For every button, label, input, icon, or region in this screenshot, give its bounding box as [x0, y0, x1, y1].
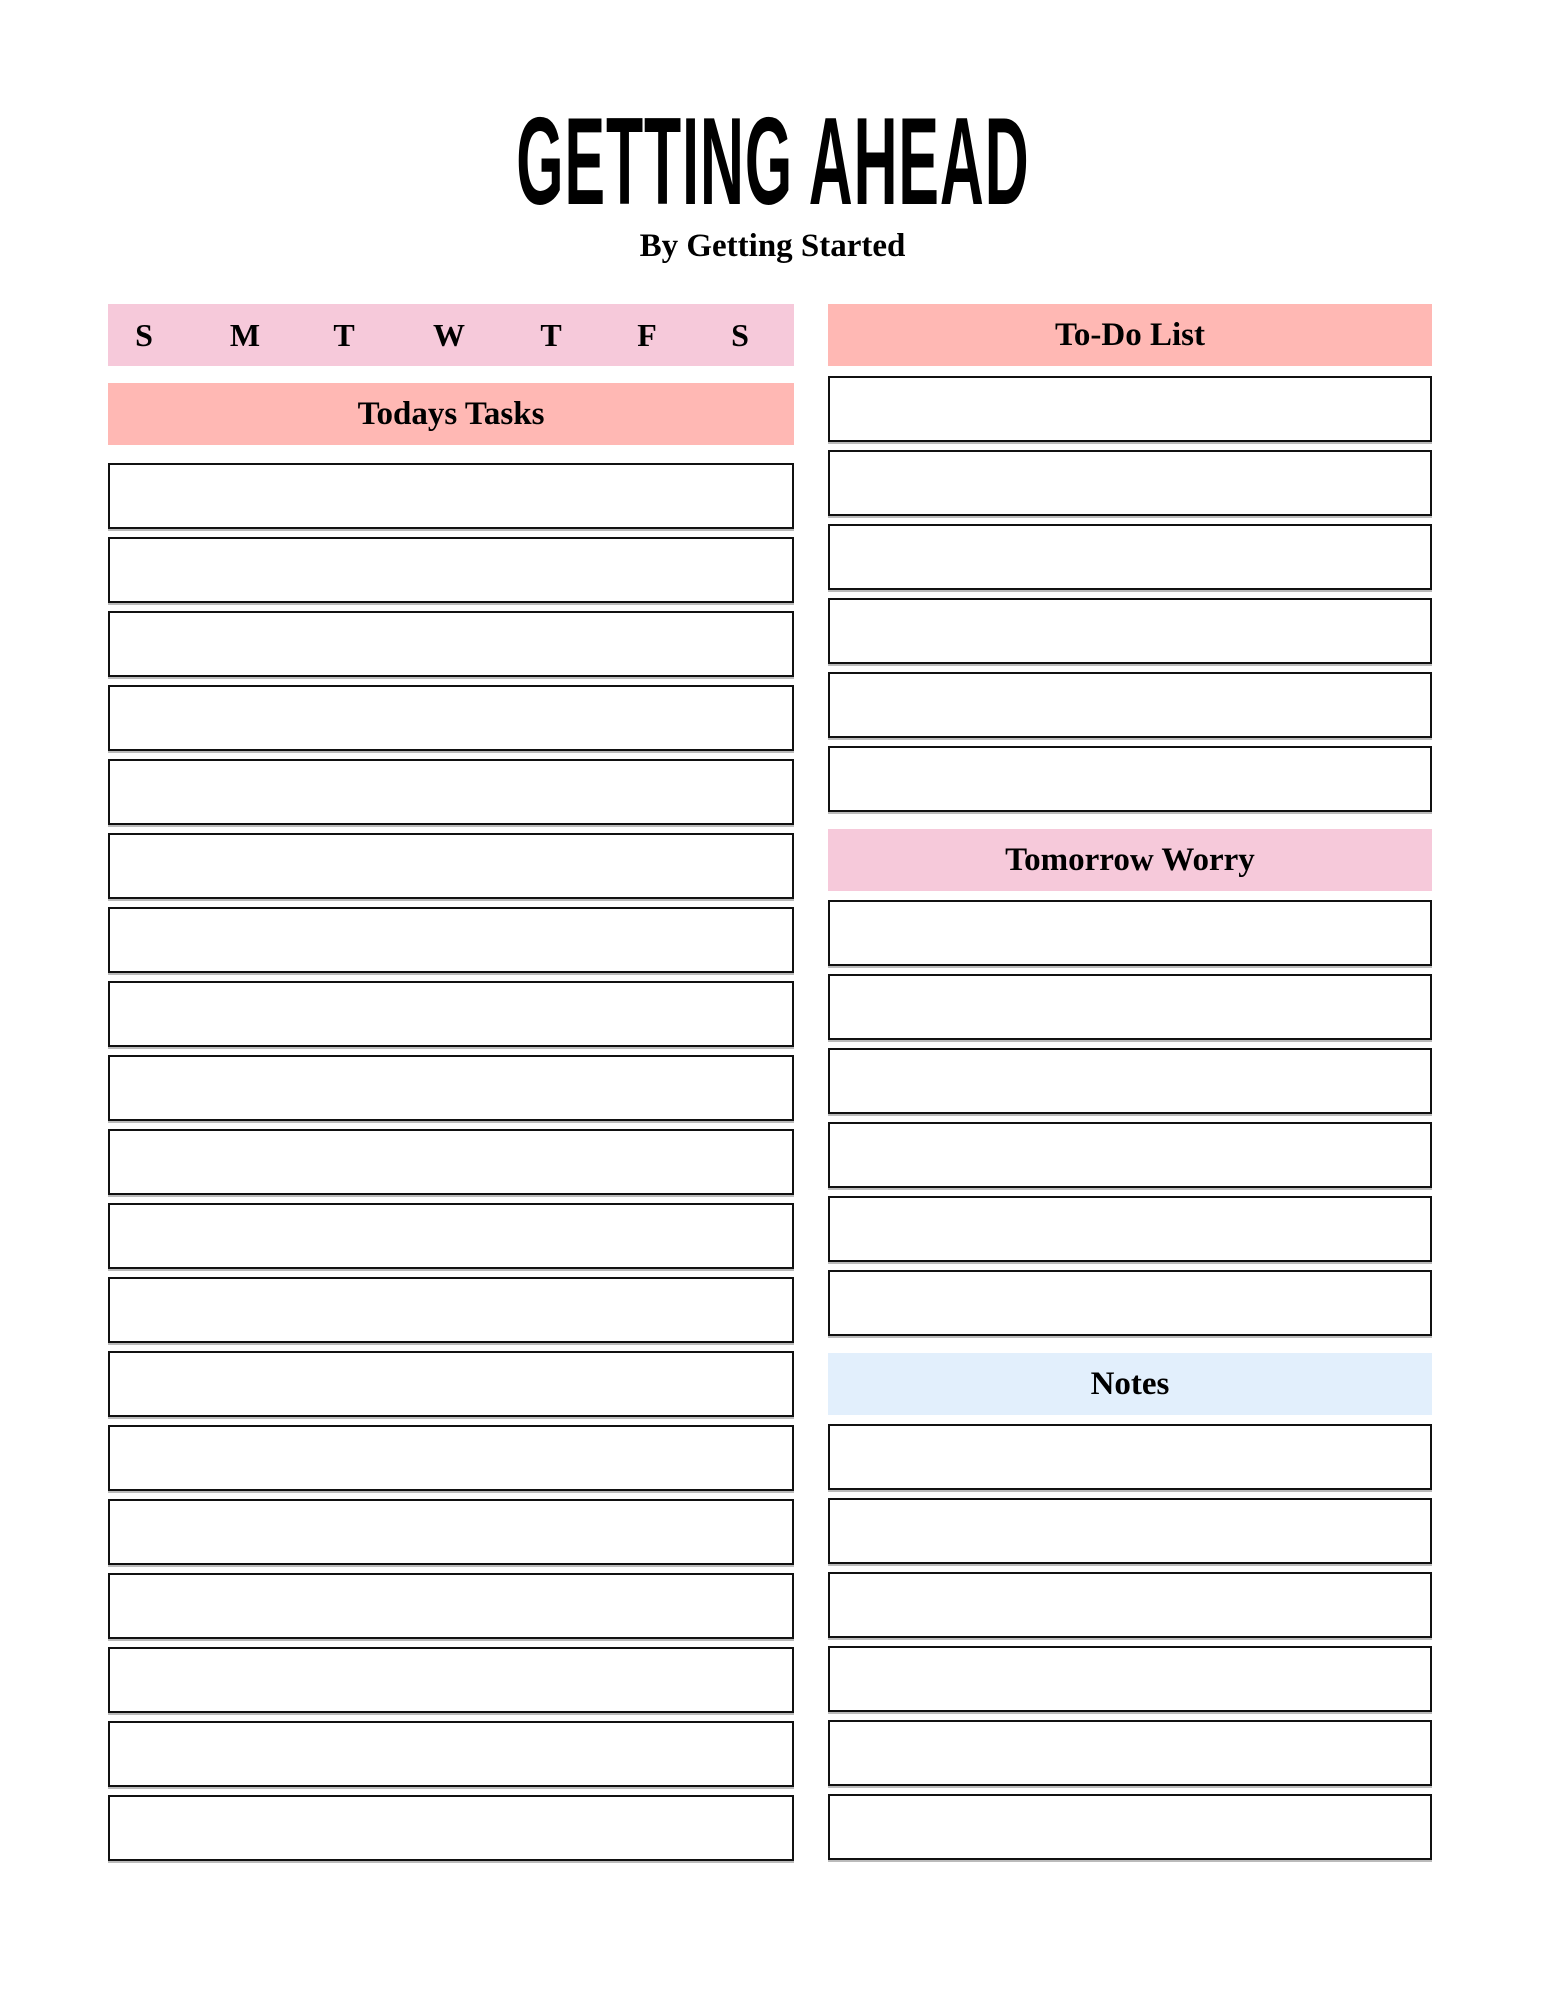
- todays-tasks-header: Todays Tasks: [108, 383, 794, 445]
- worry-entry-box[interactable]: [828, 1270, 1432, 1336]
- worry-entry-box[interactable]: [828, 974, 1432, 1040]
- task-entry-box[interactable]: [108, 1425, 794, 1491]
- task-entry-box[interactable]: [108, 833, 794, 899]
- task-entry-box[interactable]: [108, 611, 794, 677]
- page-subtitle: By Getting Started: [639, 228, 906, 264]
- task-entry-box[interactable]: [108, 1573, 794, 1639]
- note-entry-box[interactable]: [828, 1498, 1432, 1564]
- todo-entry-box[interactable]: [828, 376, 1432, 442]
- todo-entry-box[interactable]: [828, 746, 1432, 812]
- note-entry-box[interactable]: [828, 1794, 1432, 1860]
- task-entry-box[interactable]: [108, 685, 794, 751]
- todo-entry-box[interactable]: [828, 524, 1432, 590]
- tomorrow-worry-header: Tomorrow Worry: [828, 829, 1432, 891]
- day-wednesday[interactable]: W: [433, 317, 465, 353]
- day-saturday[interactable]: S: [731, 317, 749, 353]
- todo-entry-box[interactable]: [828, 598, 1432, 664]
- todo-entry-box[interactable]: [828, 672, 1432, 738]
- task-entry-box[interactable]: [108, 1055, 794, 1121]
- day-tuesday[interactable]: T: [333, 317, 355, 353]
- note-entry-box[interactable]: [828, 1720, 1432, 1786]
- worry-entry-box[interactable]: [828, 1048, 1432, 1114]
- day-monday[interactable]: M: [229, 317, 261, 353]
- task-entry-box[interactable]: [108, 1351, 794, 1417]
- worry-entry-box[interactable]: [828, 1122, 1432, 1188]
- title-wrap: [0, 93, 1545, 231]
- worry-entry-box[interactable]: [828, 1196, 1432, 1262]
- note-entry-box[interactable]: [828, 1646, 1432, 1712]
- task-entry-box[interactable]: [108, 981, 794, 1047]
- notes-header: Notes: [828, 1353, 1432, 1415]
- page-title: GETTING AHEAD: [515, 93, 1030, 231]
- task-entry-box[interactable]: [108, 759, 794, 825]
- day-thursday[interactable]: T: [540, 317, 562, 353]
- task-entry-box[interactable]: [108, 463, 794, 529]
- day-sunday[interactable]: S: [135, 317, 153, 353]
- task-entry-box[interactable]: [108, 537, 794, 603]
- task-entry-box[interactable]: [108, 907, 794, 973]
- todo-list-header: To-Do List: [828, 304, 1432, 366]
- task-entry-box[interactable]: [108, 1277, 794, 1343]
- todo-entry-box[interactable]: [828, 450, 1432, 516]
- note-entry-box[interactable]: [828, 1424, 1432, 1490]
- task-entry-box[interactable]: [108, 1721, 794, 1787]
- task-entry-box[interactable]: [108, 1129, 794, 1195]
- note-entry-box[interactable]: [828, 1572, 1432, 1638]
- weekday-bar: [108, 304, 794, 366]
- task-entry-box[interactable]: [108, 1647, 794, 1713]
- day-friday[interactable]: F: [637, 317, 657, 353]
- task-entry-box[interactable]: [108, 1203, 794, 1269]
- worry-entry-box[interactable]: [828, 900, 1432, 966]
- task-entry-box[interactable]: [108, 1499, 794, 1565]
- task-entry-box[interactable]: [108, 1795, 794, 1861]
